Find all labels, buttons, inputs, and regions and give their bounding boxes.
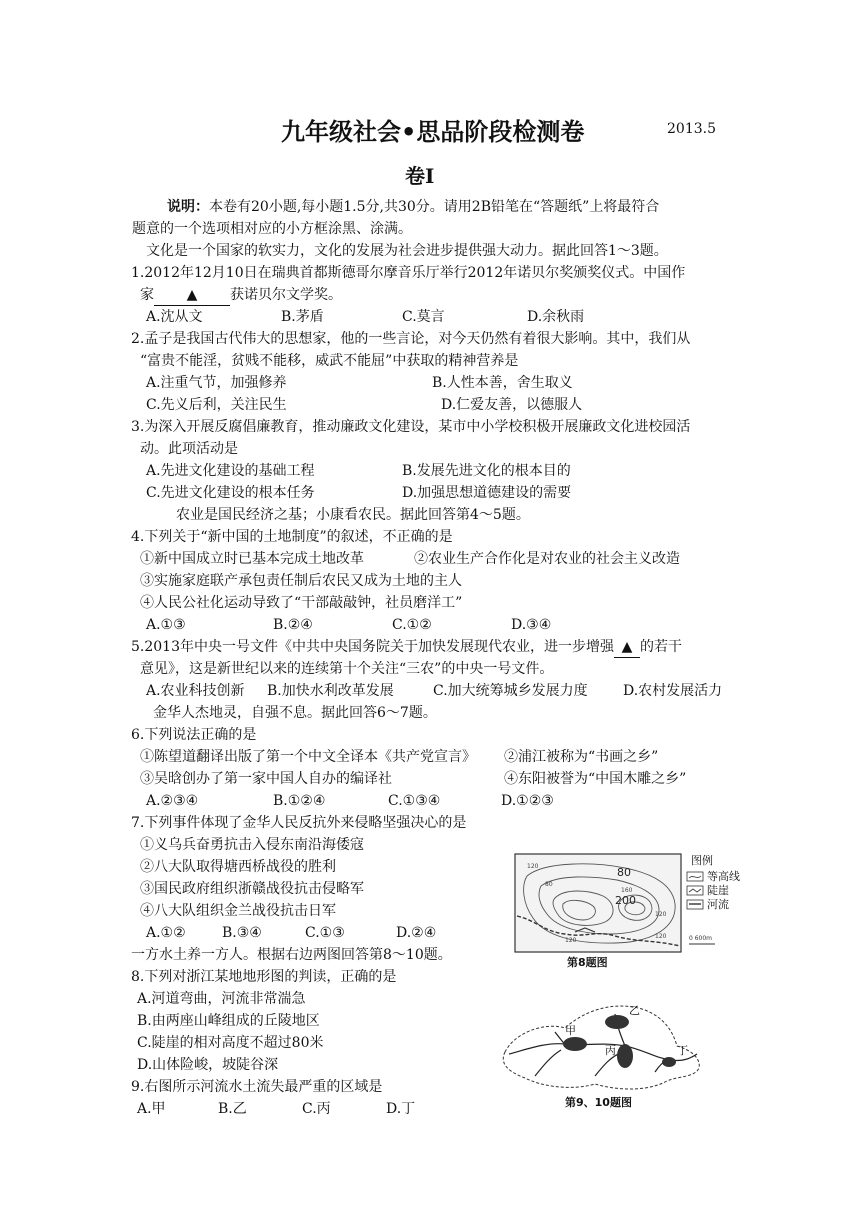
q1-option-d: D.余秋雨 <box>527 309 585 325</box>
q5-blank: ▲ <box>614 637 640 658</box>
q1-stem-line2 <box>140 285 342 306</box>
volume-heading: 卷I <box>405 164 435 188</box>
q3-option-c: C.先进文化建设的根本任务 <box>146 485 315 501</box>
q5-stem-line2: 意见》，这是新世纪以来的连续第十个关注“三农”的中央一号文件。 <box>140 661 554 677</box>
q4-statement-3: ③实施家庭联产承包责任制后农民又成为土地的主人 <box>140 573 462 589</box>
q5-option-b: B.加快水利改革发展 <box>267 683 394 699</box>
erosion-area-bing <box>617 1044 633 1068</box>
instructions-text: 本卷有20小题,每小题1.5分,共30分。请用2B铅笔在“答题纸”上将最符合 <box>209 199 660 215</box>
erosion-area-jia <box>563 1037 587 1051</box>
figure-9-10-caption: 第9、10题图 <box>565 1096 632 1109</box>
q3-option-a: A.先进文化建设的基础工程 <box>146 463 315 479</box>
q6-statement-4: ④东阳被誉为“中国木雕之乡” <box>504 771 687 787</box>
region-label-jia: 甲 <box>565 1024 576 1037</box>
q6-statement-2: ②浦江被称为“书画之乡” <box>504 749 659 765</box>
q4-stem: 4.下列关于“新中国的土地制度”的叙述，不正确的是 <box>131 529 453 545</box>
q7-option-a: A.①② <box>146 925 186 941</box>
q7-option-d: D.②④ <box>396 925 437 941</box>
q1-stem-line1: 1.2012年12月10日在瑞典首都斯德哥尔摩音乐厅举行2012年诺贝尔奖颁奖仪式。中国作 <box>131 265 686 281</box>
q7-stem: 7.下列事件体现了金华人民反抗外来侵略坚强决心的是 <box>131 815 467 831</box>
q1-suffix: 获诺贝尔文学奖。 <box>230 287 342 303</box>
figure-8-contour-map <box>505 846 765 968</box>
q4-option-a: A.①③ <box>146 617 186 633</box>
legend-title: 图例 <box>691 854 713 867</box>
q8-option-b: B.由两座山峰组成的丘陵地区 <box>137 1013 320 1029</box>
contour-label-200: 200 <box>615 894 636 907</box>
figure-9-10-river-map <box>495 992 705 1112</box>
q8-option-d: D.山体险峻，坡陡谷深 <box>137 1057 279 1073</box>
q2-option-b: B.人性本善，舍生取义 <box>432 375 573 391</box>
legend-river-label: 河流 <box>707 898 729 911</box>
instructions-line1 <box>167 197 659 217</box>
q9-option-b: B.乙 <box>218 1101 247 1117</box>
q7-option-c: C.①③ <box>305 925 345 941</box>
contour-label-120b: 120 <box>655 911 667 918</box>
page-title: 九年级社会•思品阶段检测卷 <box>281 118 585 146</box>
q1-option-c: C.莫言 <box>402 309 445 325</box>
q4-statement-4: ④人民公社化运动导致了“干部敲敲钟，社员磨洋工” <box>140 595 463 611</box>
q4-statement-2: ②农业生产合作化是对农业的社会主义改造 <box>414 551 680 567</box>
q4-option-c: C.①② <box>392 617 432 633</box>
q4-option-d: D.③④ <box>511 617 552 633</box>
exam-date: 2013.5 <box>667 121 716 137</box>
q1-option-b: B.茅盾 <box>281 309 324 325</box>
contour-label-80b: 80 <box>545 881 553 888</box>
contour-label-120c: 120 <box>655 933 667 940</box>
q8-option-c: C.陡崖的相对高度不超过80米 <box>137 1035 324 1051</box>
q5-stem-line1 <box>131 637 682 658</box>
q1-blank: ▲ <box>154 285 230 306</box>
q4-option-b: B.②④ <box>273 617 313 633</box>
instructions-line2: 题意的一个选项相对应的小方框涂黑、涂满。 <box>132 221 412 237</box>
q7-option-b: B.③④ <box>222 925 262 941</box>
contour-label-80: 80 <box>617 866 631 879</box>
region-label-yi: 乙 <box>629 1004 640 1017</box>
q2-stem-line1: 2.孟子是我国古代伟大的思想家，他的一些言论，对今天仍然有着很大影响。其中，我们从 <box>131 331 691 347</box>
contour-label-120a: 120 <box>527 863 539 870</box>
erosion-area-yi <box>605 1015 629 1029</box>
q6-option-d: D.①②③ <box>501 793 554 809</box>
region-label-ding: 丁 <box>677 1044 688 1057</box>
q7-statement-4: ④八大队组织金兰战役抗击日军 <box>140 903 336 919</box>
q5-suffix: 的若干 <box>640 639 682 655</box>
q4-statement-1: ①新中国成立时已基本完成土地改革 <box>140 551 364 567</box>
q6-option-c: C.①③④ <box>388 793 441 809</box>
q2-option-c: C.先义后利，关注民生 <box>146 397 287 413</box>
q9-option-a: A.甲 <box>137 1101 166 1117</box>
erosion-area-ding <box>662 1057 676 1067</box>
intro-agriculture: 农业是国民经济之基；小康看农民。据此回答第4～5题。 <box>176 507 530 523</box>
intro-culture: 文化是一个国家的软实力，文化的发展为社会进步提供强大动力。据此回答1～3题。 <box>146 243 668 259</box>
q5-option-c: C.加大统筹城乡发展力度 <box>433 683 588 699</box>
q9-stem: 9.右图所示河流水土流失最严重的区域是 <box>131 1079 383 1095</box>
q8-stem: 8.下列对浙江某地地形图的判读，正确的是 <box>131 969 397 985</box>
q3-option-b: B.发展先进文化的根本目的 <box>402 463 571 479</box>
q6-stem: 6.下列说法正确的是 <box>131 727 257 743</box>
contour-label-120d: 120 <box>565 937 577 944</box>
q6-statement-3: ③吴晗创办了第一家中国人自办的编译社 <box>140 771 392 787</box>
q7-statement-2: ②八大队取得塘西桥战役的胜利 <box>140 859 336 875</box>
q1-option-a: A.沈从文 <box>146 309 203 325</box>
intro-jinhua: 金华人杰地灵，自强不息。据此回答6～7题。 <box>153 705 437 721</box>
q2-stem-line2: “富贵不能淫，贫贱不能移，威武不能屈”中获取的精神营养是 <box>140 353 519 369</box>
q3-stem-line2: 动。此项活动是 <box>140 441 238 457</box>
q9-option-d: D.丁 <box>386 1101 416 1117</box>
legend-contour-label: 等高线 <box>707 870 740 883</box>
q2-option-d: D.仁爱友善，以德服人 <box>441 397 583 413</box>
q2-option-a: A.注重气节，加强修养 <box>146 375 287 391</box>
instructions-label: 说明： <box>167 199 209 215</box>
q6-option-a: A.②③④ <box>146 793 199 809</box>
q6-option-b: B.①②④ <box>273 793 326 809</box>
legend-cliff-label: 陡崖 <box>707 884 729 897</box>
q1-prefix: 家 <box>140 287 154 303</box>
q3-stem-line1: 3.为深入开展反腐倡廉教育，推动廉政文化建设，某市中小学校积极开展廉政文化进校园活 <box>131 419 691 435</box>
intro-land: 一方水土养一方人。根据右边两图回答第8～10题。 <box>131 947 452 963</box>
q9-option-c: C.丙 <box>302 1101 331 1117</box>
q7-statement-1: ①义乌兵奋勇抗击入侵东南沿海倭寇 <box>140 837 364 853</box>
q7-statement-3: ③国民政府组织浙赣战役抗击侵略军 <box>140 881 364 897</box>
q3-option-d: D.加强思想道德建设的需要 <box>402 485 572 501</box>
q6-statement-1: ①陈望道翻译出版了第一个中文全译本《共产党宣言》 <box>140 749 476 765</box>
figure-8-caption: 第8题图 <box>567 956 608 968</box>
contour-label-160: 160 <box>621 887 633 894</box>
scale-bar-label: 0 600m <box>689 935 713 942</box>
q5-option-d: D.农村发展活力 <box>623 683 723 699</box>
q5-prefix: 5.2013年中央一号文件《中共中央国务院关于加快发展现代农业，进一步增强 <box>131 639 614 655</box>
region-label-bing: 丙 <box>605 1044 616 1057</box>
q5-option-a: A.农业科技创新 <box>146 683 245 699</box>
q8-option-a: A.河道弯曲，河流非常湍急 <box>137 991 306 1007</box>
